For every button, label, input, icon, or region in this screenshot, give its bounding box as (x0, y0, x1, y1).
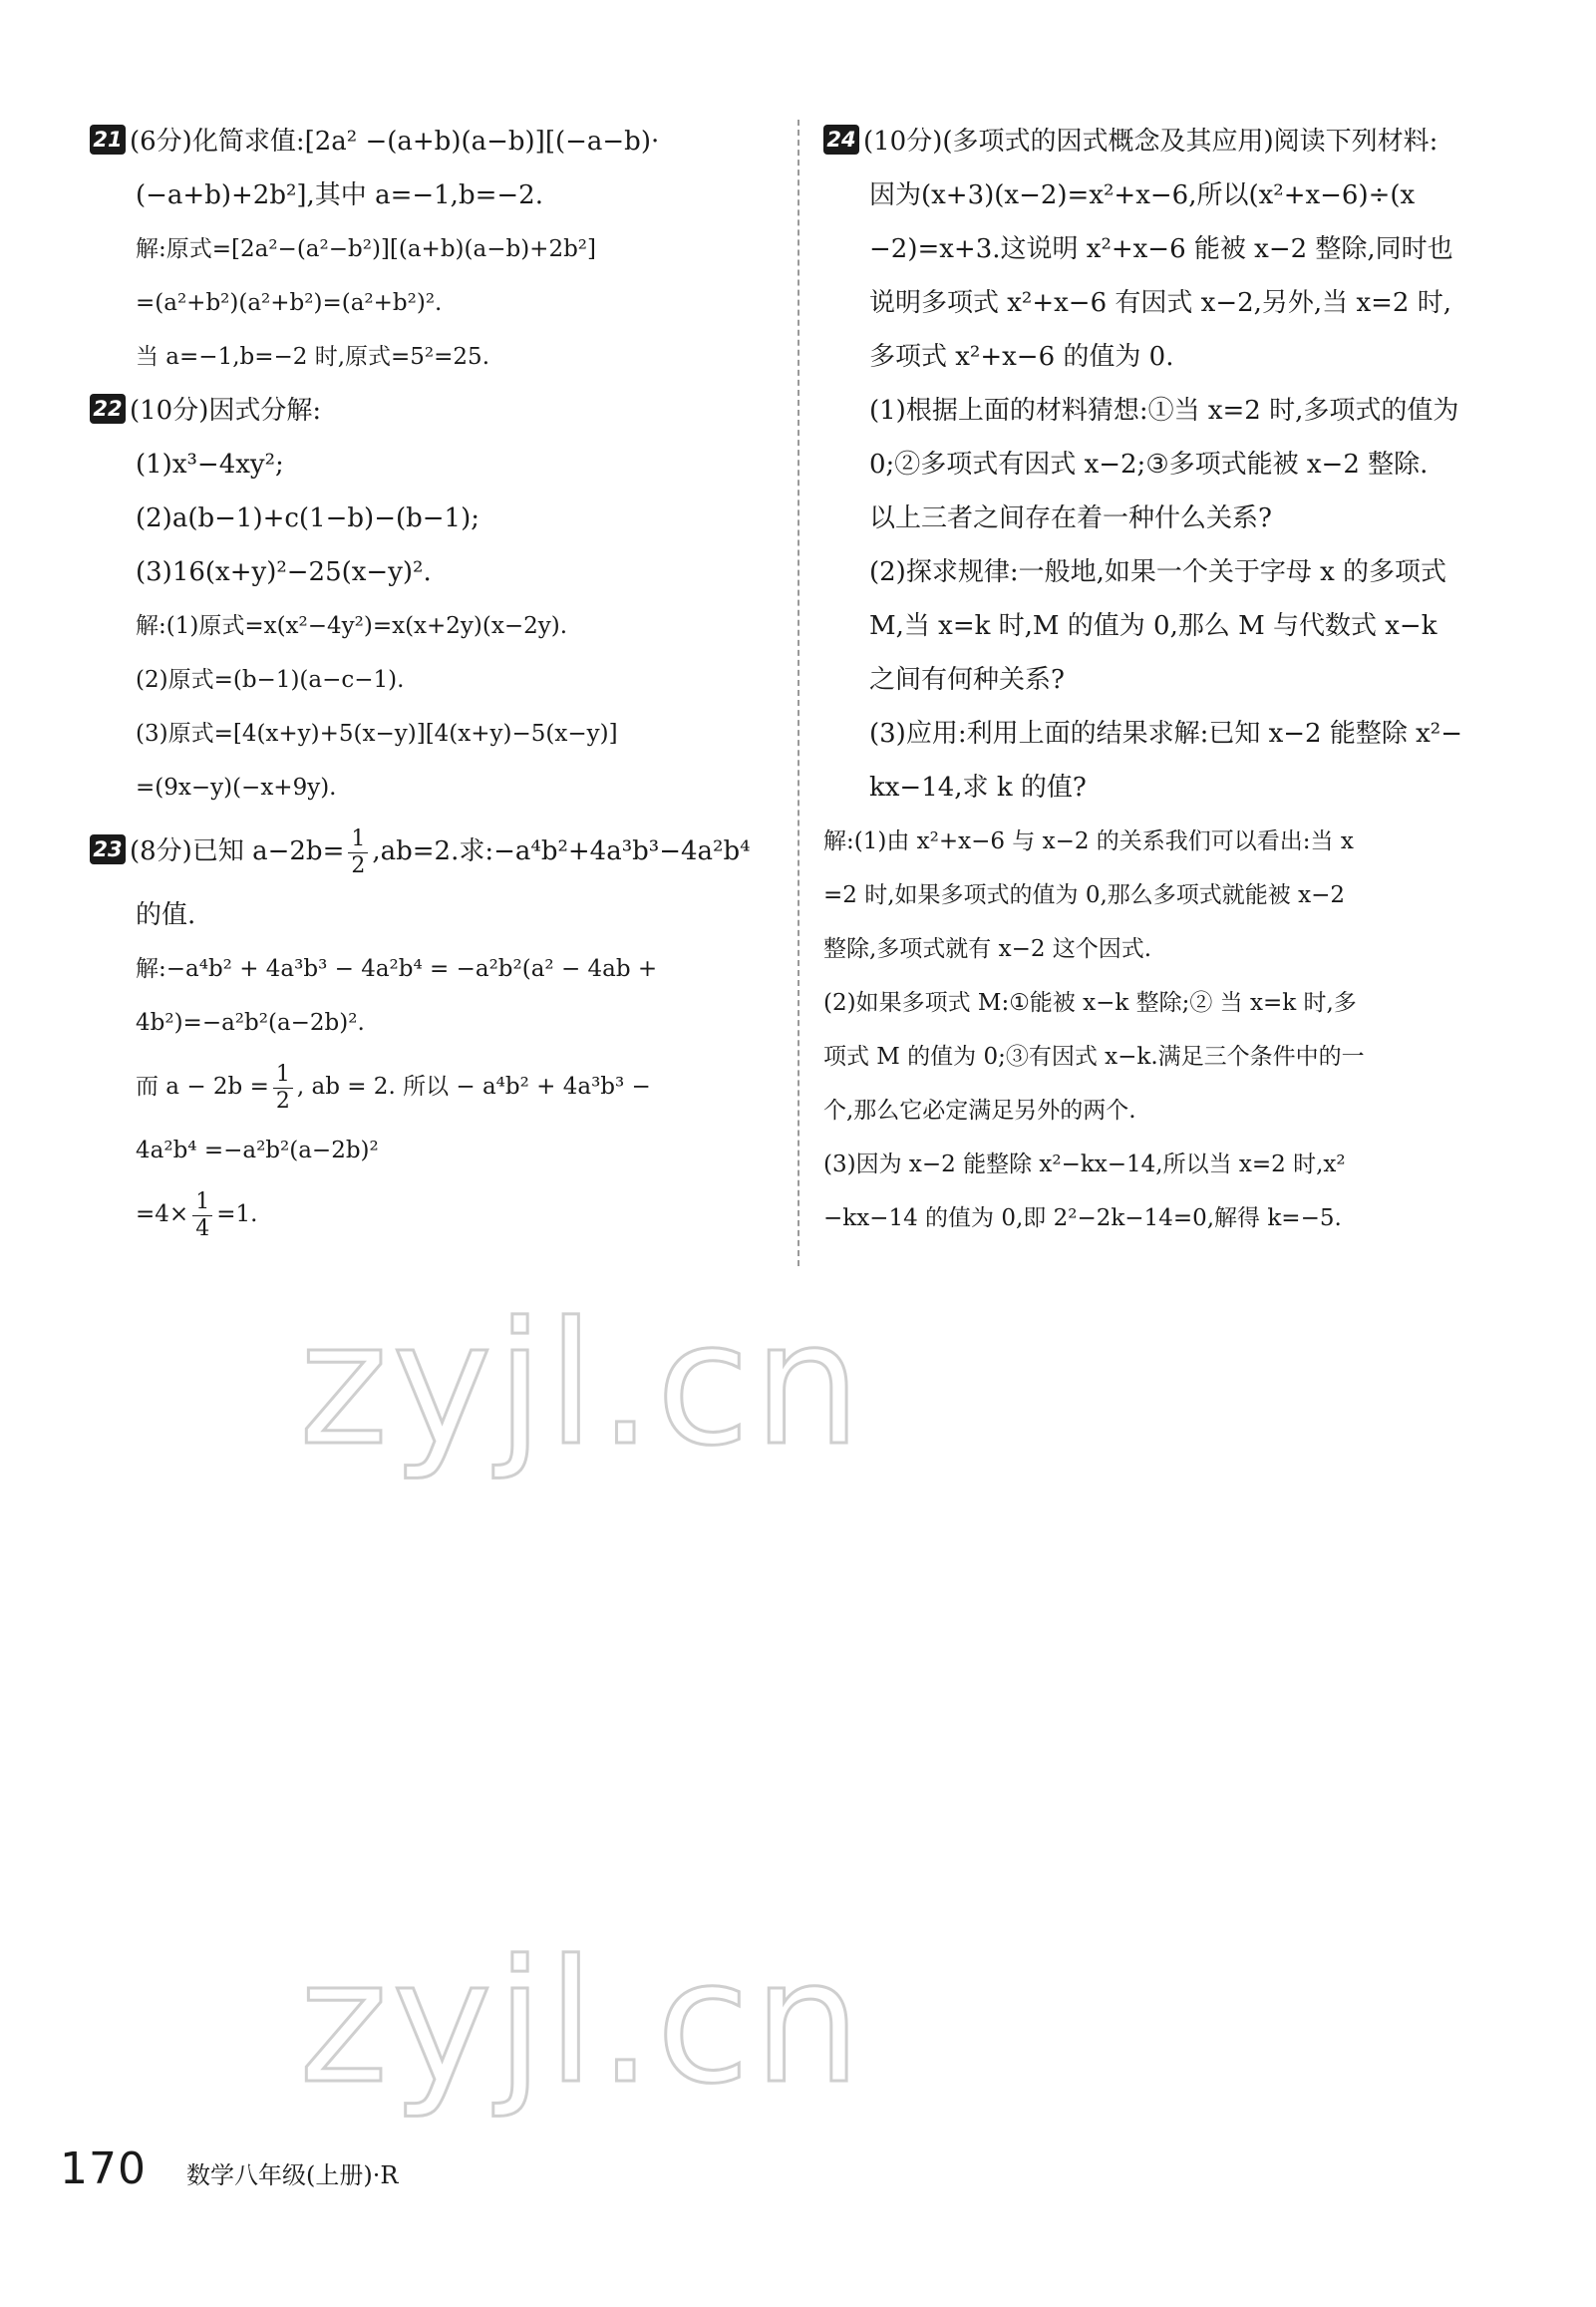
sub-question: (2)a(b−1)+c(1−b)−(b−1); (136, 503, 479, 533)
watermark: zyjl.cn (299, 1924, 865, 2122)
watermark: zyjl.cn (299, 1286, 865, 1483)
solution-line: −kx−14 的值为 0,即 2²−2k−14=0,解得 k=−5. (823, 1205, 1342, 1231)
question-21 (90, 115, 788, 168)
solution-line: 解:(1)由 x²+x−6 与 x−2 的关系我们可以看出:当 x (823, 828, 1354, 854)
solution-line: (3)因为 x−2 能整除 x²−kx−14,所以当 x=2 时,x² (823, 1152, 1346, 1177)
question-text: ,ab=2.求:−a⁴b²+4a³b³−4a²b⁴ (372, 836, 751, 866)
question-number-badge: 24 (823, 125, 859, 155)
solution-line: =(a²+b²)(a²+b²)=(a²+b²)². (136, 290, 443, 316)
left-column (90, 115, 788, 1251)
solution-line: 解:(1)原式=x(x²−4y²)=x(x+2y)(x−2y). (136, 613, 568, 639)
fraction-one-quarter: $\frac{1}{4}$ (192, 1189, 212, 1242)
fraction-one-half: $\frac{1}{2}$ (273, 1062, 293, 1115)
question-text: 的值. (136, 900, 196, 930)
material-text: 多项式 x²+x−6 的值为 0. (869, 342, 1174, 372)
solution-line: 当 a=−1,b=−2 时,原式=5²=25. (136, 344, 490, 370)
material-text: −2)=x+3.这说明 x²+x−6 能被 x−2 整除,同时也 (869, 234, 1453, 264)
solution-line: 项式 M 的值为 0;③有因式 x−k.满足三个条件中的一 (823, 1044, 1365, 1070)
question-number-badge: 21 (90, 125, 126, 155)
solution-line: 解:−a⁴b² + 4a³b³ − 4a²b⁴ = −a²b²(a² − 4ab + (136, 956, 658, 982)
solution-line: =2 时,如果多项式的值为 0,那么多项式就能被 x−2 (823, 882, 1345, 908)
question-text: (6分)化简求值:[2a² −(a+b)(a−b)][(−a−b)· (130, 127, 660, 157)
question-text: (−a+b)+2b²],其中 a=−1,b=−2. (136, 180, 543, 210)
column-divider (798, 120, 799, 1266)
solution-line: (2)原式=(b−1)(a−c−1). (136, 667, 405, 693)
right-column (823, 115, 1511, 1245)
solution-line: (2)如果多项式 M:①能被 x−k 整除;② 当 x=k 时,多 (823, 990, 1357, 1016)
sub-question: (3)应用:利用上面的结果求解:已知 x−2 能整除 x²− (869, 719, 1463, 749)
question-number-badge: 23 (90, 834, 126, 864)
sub-question: kx−14,求 k 的值? (869, 773, 1087, 803)
question-24 (823, 115, 1511, 168)
solution-line: 而 a − 2b = $\frac{1}{2}$ , ab = 2. 所以 − a⁴b² + 4a³b³ − (136, 1061, 651, 1114)
sub-question: 以上三者之间存在着一种什么关系? (869, 503, 1272, 533)
question-text: (10分)因式分解: (130, 396, 322, 426)
page-footer (60, 2143, 398, 2194)
solution-line: 4a²b⁴ =−a²b²(a−2b)² (136, 1138, 379, 1163)
solution-line: 解:原式=[2a²−(a²−b²)][(a+b)(a−b)+2b²] (136, 236, 596, 262)
question-text: (8分)已知 a−2b= (130, 836, 345, 866)
material-text: 说明多项式 x²+x−6 有因式 x−2,另外,当 x=2 时, (869, 288, 1451, 318)
question-number-badge: 22 (90, 394, 126, 424)
sub-question: 0;②多项式有因式 x−2;③多项式能被 x−2 整除. (869, 450, 1429, 480)
solution-line: =4× $\frac{1}{4}$ =1. (136, 1188, 258, 1241)
sub-question: M,当 x=k 时,M 的值为 0,那么 M 与代数式 x−k (869, 611, 1437, 641)
question-23 (90, 815, 788, 888)
question-22 (90, 384, 788, 438)
solution-line: =(9x−y)(−x+9y). (136, 775, 337, 801)
fraction-one-half: $\frac{1}{2}$ (348, 826, 368, 879)
solution-line: (3)原式=[4(x+y)+5(x−y)][4(x+y)−5(x−y)] (136, 721, 618, 747)
sub-question: (1)根据上面的材料猜想:①当 x=2 时,多项式的值为 (869, 396, 1459, 426)
question-text: (10分)(多项式的因式概念及其应用)阅读下列材料: (863, 127, 1438, 157)
sub-question: (3)16(x+y)²−25(x−y)². (136, 557, 432, 587)
page-number: 170 (60, 2143, 147, 2194)
sub-question: (1)x³−4xy²; (136, 450, 284, 480)
sub-question: 之间有何种关系? (869, 665, 1065, 695)
solution-line: 4b²)=−a²b²(a−2b)². (136, 1010, 365, 1036)
material-text: 因为(x+3)(x−2)=x²+x−6,所以(x²+x−6)÷(x (869, 180, 1416, 210)
solution-line: 整除,多项式就有 x−2 这个因式. (823, 936, 1152, 962)
book-label: 数学八年级(上册)·R (185, 2161, 399, 2189)
solution-line: 个,那么它必定满足另外的两个. (823, 1098, 1136, 1124)
sub-question: (2)探求规律:一般地,如果一个关于字母 x 的多项式 (869, 557, 1447, 587)
